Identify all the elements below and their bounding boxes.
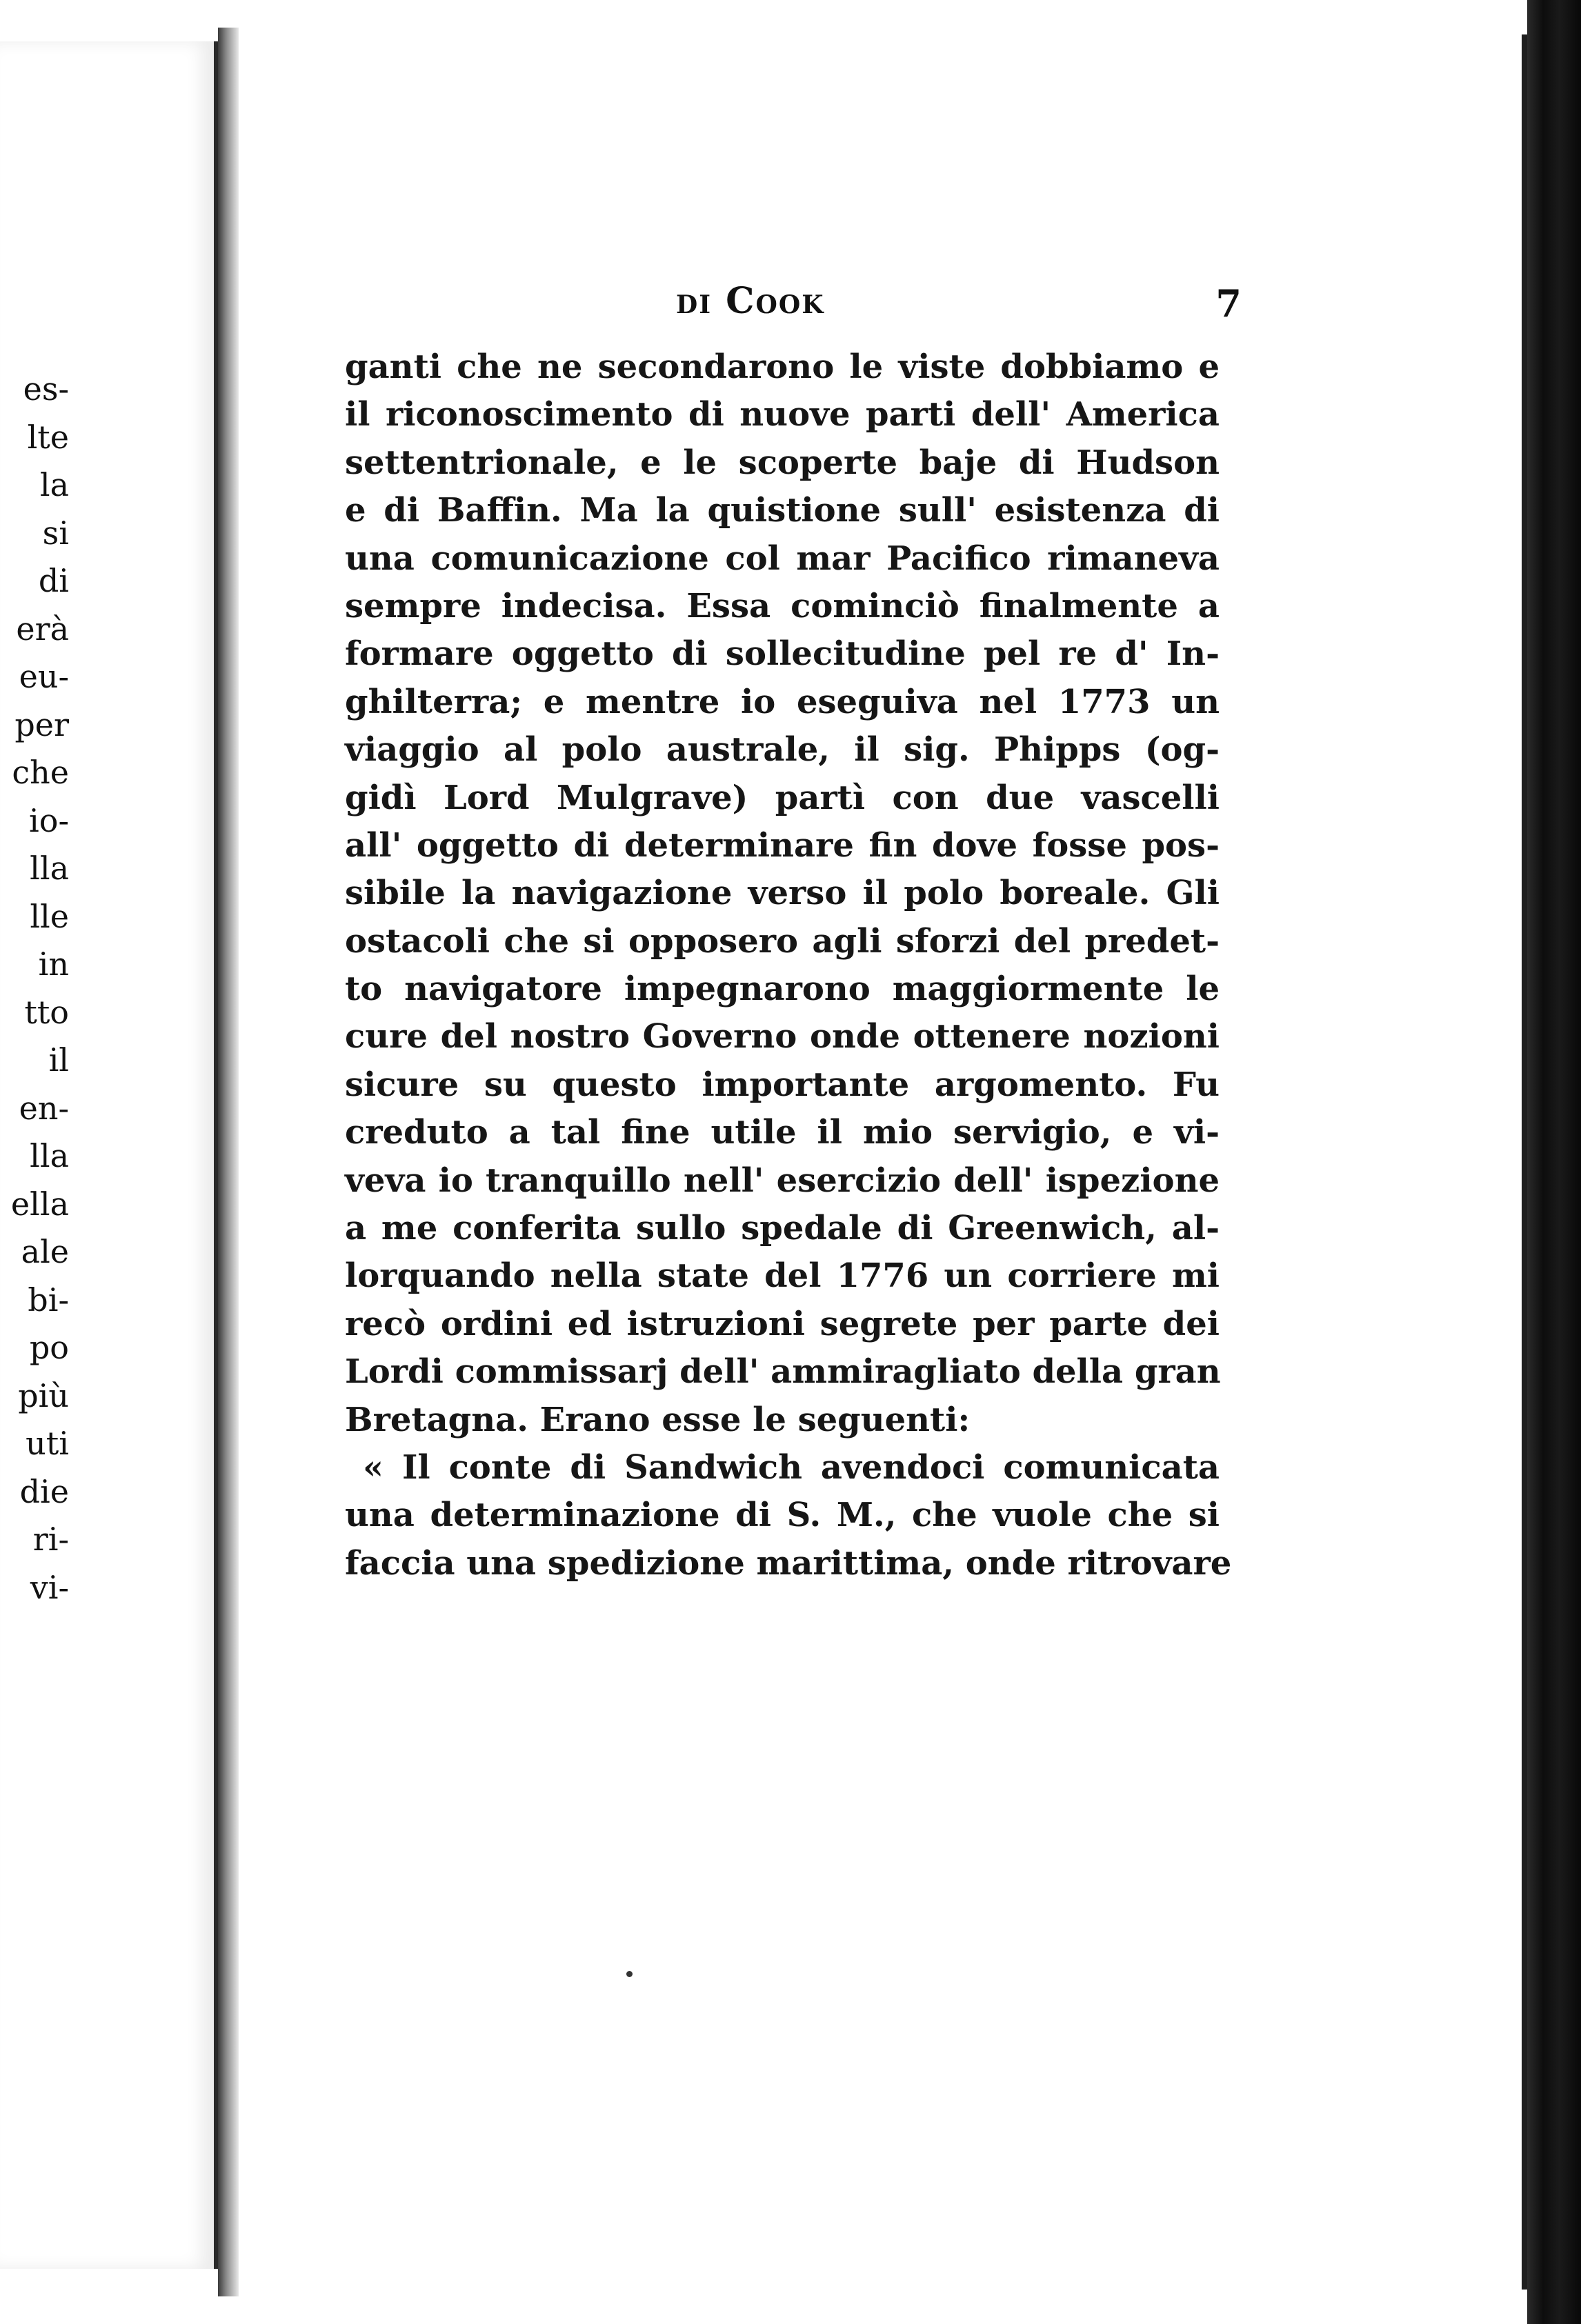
text-line: Lordi commissarj dell' ammiragliato della gran	[345, 1352, 1221, 1392]
text-line: all' oggetto di determinare fin dove fosse pos-	[345, 825, 1220, 865]
text-line: Bretagna. Erano esse le seguenti:	[345, 1400, 971, 1439]
text-line: « Il conte di Sandwich avendoci comunicata	[363, 1448, 1220, 1487]
text-line: faccia una spedizione marittima, onde ritrovare	[345, 1543, 1232, 1583]
left-fragment: tto	[24, 993, 69, 1031]
left-fragment: eu-	[19, 658, 69, 695]
body-text	[345, 343, 1232, 1587]
left-fragment: più	[18, 1376, 69, 1414]
left-fragment: uti	[26, 1425, 69, 1462]
left-fragment: in	[38, 945, 69, 983]
text-line: e di Baffin. Ma la quistione sull' esistenza di	[345, 491, 1220, 530]
text-line: ganti che ne secondarono le viste dobbiamo e	[345, 348, 1220, 386]
text-line: a me conferita sullo spedale di Greenwich, al-	[345, 1209, 1220, 1248]
text-line: ghilterra; e mentre io eseguiva nel 1773 un	[345, 682, 1220, 721]
left-fragment: lla	[30, 850, 69, 887]
text-line: sempre indecisa. Essa cominciò finalmente a	[345, 586, 1220, 625]
running-head	[345, 280, 1242, 328]
left-fragment: si	[42, 514, 69, 552]
left-fragment: po	[29, 1329, 69, 1366]
left-fragment: la	[39, 466, 69, 503]
text-line: lorquando nella state del 1776 un corriere mi	[345, 1256, 1220, 1296]
left-fragment: en-	[19, 1089, 69, 1127]
text-line: veva io tranquillo nell' esercizio dell' ispezione	[345, 1161, 1220, 1200]
text-line: sibile la navigazione verso il polo boreale. Gli	[345, 874, 1220, 913]
left-fragment: io-	[29, 801, 69, 839]
left-fragment: erà	[16, 610, 69, 648]
text-line: creduto a tal fine utile il mio servigio, e vi-	[345, 1113, 1220, 1152]
text-line: settentrionale, e le scoperte baje di Hudson	[345, 443, 1220, 482]
left-fragment: lte	[27, 418, 69, 456]
left-fragment: per	[14, 705, 69, 743]
book-gutter	[218, 28, 239, 2296]
running-title: di Cook	[676, 280, 825, 322]
text-line: recò ordini ed istruzioni segrete per parte dei	[345, 1304, 1220, 1343]
left-fragment: ri-	[32, 1521, 69, 1558]
ink-speck	[626, 1971, 633, 1977]
left-page-text-fragments	[0, 365, 69, 1612]
text-line: il riconoscimento di nuove parti dell' America	[345, 395, 1220, 434]
left-fragment: ale	[21, 1233, 69, 1270]
left-fragment: bi-	[28, 1281, 69, 1319]
text-line: ostacoli che si opposero agli sforzi del predet-	[345, 921, 1220, 961]
page-edge-shadow	[1527, 0, 1581, 2324]
text-line: gidì Lord Mulgrave) partì con due vascelli	[345, 778, 1220, 817]
text-line: viaggio al polo australe, il sig. Phipps (og-	[345, 730, 1220, 770]
text-line: una comunicazione col mar Pacifico rimaneva	[345, 539, 1220, 578]
text-line: formare oggetto di sollecitudine pel re d' In-	[345, 634, 1220, 674]
left-fragment: vi-	[30, 1568, 69, 1606]
left-fragment: ella	[10, 1185, 69, 1223]
text-line: sicure su questo importante argomento. Fu	[345, 1065, 1220, 1104]
text-line: cure del nostro Governo onde ottenere nozioni	[345, 1017, 1220, 1056]
left-fragment: il	[48, 1041, 69, 1079]
text-line: una determinazione di S. M., che vuole che si	[345, 1496, 1220, 1535]
left-facing-page	[0, 41, 218, 2269]
text-line: to navigatore impegnarono maggiormente le	[345, 970, 1220, 1009]
left-fragment: che	[12, 754, 69, 791]
left-fragment: di	[38, 562, 69, 599]
left-fragment: lla	[30, 1137, 69, 1174]
left-fragment: es-	[23, 370, 69, 408]
left-fragment: lle	[30, 897, 69, 935]
left-fragment: die	[19, 1472, 69, 1510]
page-number: 7	[1215, 281, 1242, 325]
